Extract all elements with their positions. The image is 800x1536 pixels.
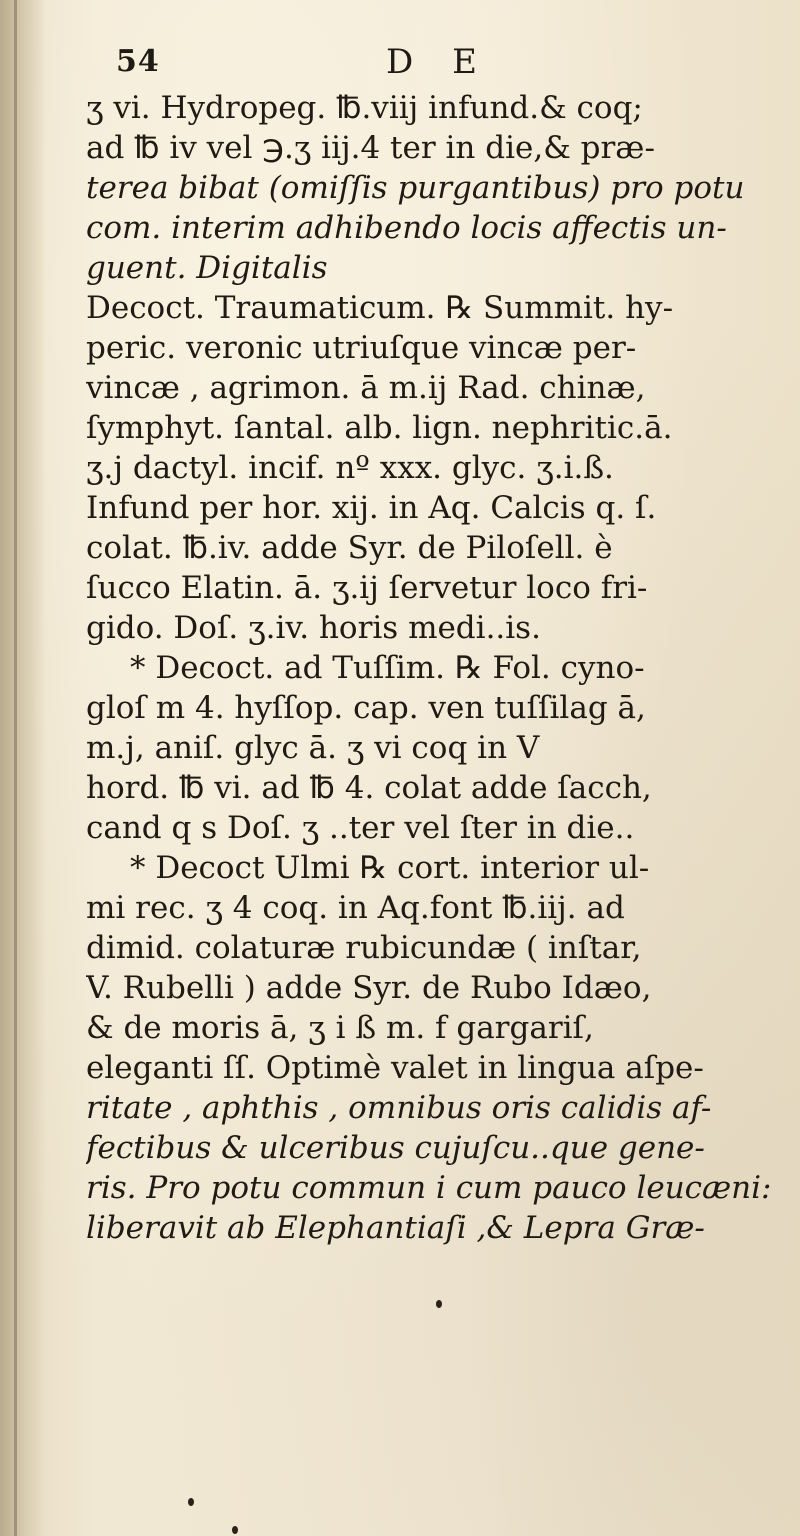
text-line: colat. ℔.iv. adde Syr. de Piloſell. è (86, 530, 613, 566)
text-line: m.j, aniſ. glyc ā. ʒ vi coq in V (86, 730, 540, 766)
page-header (116, 38, 676, 86)
text-line: ʒ vi. Hydropeg. ℔.viij infund.& coq; (86, 90, 643, 126)
body-text (86, 88, 776, 1248)
text-line: terea bibat (omiſſis purgantibus) pro potu (86, 170, 745, 206)
text-line: fectibus & ulceribus cujuſcu..que gene- (86, 1130, 705, 1166)
ink-speck (188, 1498, 194, 1506)
text-line: dimid. colaturæ rubicundæ ( inſtar, (86, 930, 642, 966)
text-line: * Decoct. ad Tuſſim. ℞ Fol. cyno- (130, 650, 645, 686)
text-line: eleganti ſſ. Optimè valet in lingua aſpe- (86, 1050, 704, 1086)
text-line: ſucco Elatin. ā. ʒ.ij ſervetur loco fri- (86, 570, 648, 606)
text-line: hord. ℔ vi. ad ℔ 4. colat adde ſacch, (86, 770, 652, 806)
text-line: * Decoct Ulmi ℞ cort. interior ul- (130, 850, 650, 886)
text-line: Decoct. Traumaticum. ℞ Summit. hy- (86, 290, 674, 326)
ink-speck (436, 1300, 442, 1308)
text-line: ſymphyt. ſantal. alb. lign. nephritic.ā. (86, 410, 673, 446)
text-line: liberavit ab Elephantiaſi ,& Lepra Græ- (86, 1210, 705, 1246)
page-gutter (0, 0, 46, 1536)
text-line: V. Rubelli ) adde Syr. de Rubo Idæo, (86, 970, 652, 1006)
text-line: gloſ m 4. hyſſop. cap. ven tuſſilag ā, (86, 690, 646, 726)
text-line: gido. Doſ. ʒ.iv. horis medi..is. (86, 610, 541, 646)
ink-speck (232, 1526, 238, 1534)
text-line: peric. veronic utriuſque vincæ per- (86, 330, 637, 366)
binding-edge (14, 0, 17, 1536)
text-line: com. interim adhibendo locis affectis un- (86, 210, 727, 246)
text-line: cand q s Doſ. ʒ ..ter vel ſter in die.. (86, 810, 635, 846)
running-head: D E (386, 42, 491, 82)
text-line: mi rec. ʒ 4 coq. in Aq.font ℔.iij. ad (86, 890, 625, 926)
page-number: 54 (116, 44, 160, 79)
text-line: & de moris ā, ʒ i ß m. f gargariſ, (86, 1010, 594, 1046)
text-line: guent. Digitalis (86, 250, 328, 286)
text-line: ad ℔ iv vel ℈.ʒ iij.4 ter in die,& præ- (86, 130, 655, 166)
text-line: ʒ.j dactyl. incif. nº xxx. glyc. ʒ.i.ß. (86, 450, 614, 486)
text-line: Infund per hor. xij. in Aq. Calcis q. ſ. (86, 490, 657, 526)
text-line: ris. Pro potu commun i cum pauco leucæni: (86, 1170, 772, 1206)
text-line: vincæ , agrimon. ā m.ij Rad. chinæ, (86, 370, 646, 406)
text-line: ritate , aphthis , omnibus oris calidis af- (86, 1090, 712, 1126)
